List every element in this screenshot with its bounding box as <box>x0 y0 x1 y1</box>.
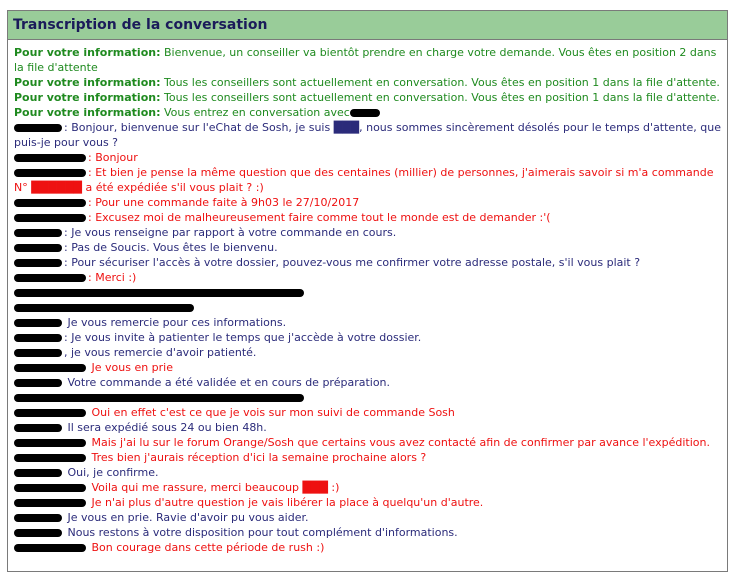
redacted-sender-name <box>14 199 86 207</box>
agent-message <box>14 330 722 345</box>
agent-message <box>14 255 722 270</box>
agent-message <box>14 225 722 240</box>
agent-message <box>14 420 722 435</box>
redacted-sender-name <box>14 499 86 507</box>
message-text: Bon courage dans cette période de rush :) <box>88 541 325 554</box>
client-message <box>14 270 722 285</box>
message-text: Nous restons à votre disposition pour tout complément d'informations. <box>64 526 458 539</box>
redacted-sender-name <box>14 529 62 537</box>
redacted-sender-name <box>14 244 62 252</box>
redacted-sender-name <box>14 544 86 552</box>
message-text: Vous entrez en conversation avec <box>163 106 350 119</box>
redacted-sender-name <box>14 469 62 477</box>
info-label: Pour votre information: <box>14 91 161 104</box>
message-text: : Je vous renseigne par rapport à votre commande en cours. <box>64 226 397 239</box>
client-message <box>14 360 722 375</box>
redacted-sender-name <box>14 229 62 237</box>
system-message <box>14 45 722 75</box>
redacted-sender-name <box>14 334 62 342</box>
redacted-sender-name <box>14 424 62 432</box>
client-message <box>14 495 722 510</box>
message-text: : Pas de Soucis. Vous êtes le bienvenu. <box>64 241 278 254</box>
redacted-sender-name <box>14 259 62 267</box>
system-message <box>14 90 722 105</box>
redacted-sender-name <box>14 484 86 492</box>
client-message <box>14 300 722 315</box>
redacted-sender-name <box>14 514 62 522</box>
redacted-sender-name <box>14 364 86 372</box>
message-text: Je n'ai plus d'autre question je vais libérer la place à quelqu'un d'autre. <box>88 496 484 509</box>
agent-message <box>14 120 722 150</box>
redacted-sender-name <box>14 409 86 417</box>
agent-message <box>14 375 722 390</box>
redacted-sender-name <box>14 274 86 282</box>
message-text: Bienvenue, un conseiller va bientôt prendre en charge votre demande. Vous êtes en position 2 dans la file d'attente <box>14 46 717 74</box>
agent-message <box>14 510 722 525</box>
message-text: : Bonjour <box>88 151 138 164</box>
transcript-panel <box>7 10 728 572</box>
agent-message <box>14 345 722 360</box>
info-label: Pour votre information: <box>14 76 161 89</box>
redacted-sender-name <box>14 214 86 222</box>
message-text: Tous les conseillers sont actuellement en conversation. Vous êtes en position 1 dans la file d'attente. <box>163 91 720 104</box>
message-text: : Je vous invite à patienter le temps que j'accède à votre dossier. <box>64 331 422 344</box>
message-text: , je vous remercie d'avoir patienté. <box>64 346 257 359</box>
message-text: Tres bien j'aurais réception d'ici la semaine prochaine alors ? <box>88 451 427 464</box>
agent-message <box>14 525 722 540</box>
message-text: Votre commande a été validée et en cours de préparation. <box>64 376 391 389</box>
message-text: : Et bien je pense la même question que des centaines (millier) de personnes, j'aimerais savoir si m'a commande N° ██████ a été expédiée s'il vous plait ? :) <box>14 166 714 194</box>
redacted-agent-name <box>350 109 380 117</box>
message-text: Je vous remercie pour ces informations. <box>64 316 287 329</box>
transcript-messages <box>8 40 727 555</box>
message-text: Il sera expédié sous 24 ou bien 48h. <box>64 421 267 434</box>
info-label: Pour votre information: <box>14 106 161 119</box>
client-message <box>14 540 722 555</box>
system-message <box>14 75 722 90</box>
redacted-sender-name <box>14 319 62 327</box>
client-message <box>14 480 722 495</box>
agent-message <box>14 390 722 405</box>
client-message <box>14 195 722 210</box>
client-message <box>14 450 722 465</box>
message-text: Tous les conseillers sont actuellement en conversation. Vous êtes en position 1 dans la file d'attente. <box>163 76 720 89</box>
redacted-sender-name <box>14 349 62 357</box>
redacted-sender-name <box>14 454 86 462</box>
message-text: : Pour sécuriser l'accès à votre dossier, pouvez-vous me confirmer votre adresse postale, s'il vous plait ? <box>64 256 641 269</box>
message-text: Voila qui me rassure, merci beaucoup ███ :) <box>88 481 340 494</box>
client-message <box>14 405 722 420</box>
client-message <box>14 435 722 450</box>
agent-message <box>14 315 722 330</box>
message-text: : Pour une commande faite à 9h03 le 27/10/2017 <box>88 196 360 209</box>
redacted-sender-name <box>14 304 194 312</box>
message-text: : Excusez moi de malheureusement faire comme tout le monde est de demander :'( <box>88 211 551 224</box>
message-text: Mais j'ai lu sur le forum Orange/Sosh que certains vous avez contacté afin de confirmer par avance l'expédition. <box>88 436 710 449</box>
redacted-sender-name <box>14 379 62 387</box>
client-message <box>14 210 722 225</box>
message-text: Oui en effet c'est ce que je vois sur mon suivi de commande Sosh <box>88 406 455 419</box>
transcript-header <box>8 11 727 40</box>
client-message <box>14 165 722 195</box>
message-text: Je vous en prie. Ravie d'avoir pu vous aider. <box>64 511 309 524</box>
agent-message <box>14 465 722 480</box>
message-text: : Bonjour, bienvenue sur l'eChat de Sosh, je suis ███, nous sommes sincèrement désolés pour le temps d'attente, que puis-je pour vous ? <box>14 121 721 149</box>
redacted-sender-name <box>14 394 304 402</box>
agent-message <box>14 240 722 255</box>
redacted-sender-name <box>14 439 86 447</box>
redacted-sender-name <box>14 124 62 132</box>
system-message <box>14 105 722 120</box>
redacted-sender-name <box>14 169 86 177</box>
redacted-sender-name <box>14 289 304 297</box>
message-text: Je vous en prie <box>88 361 174 374</box>
info-label: Pour votre information: <box>14 46 161 59</box>
transcript-title: Transcription de la conversation <box>13 17 268 33</box>
agent-message <box>14 285 722 300</box>
client-message <box>14 150 722 165</box>
message-text: : Merci :) <box>88 271 137 284</box>
redacted-sender-name <box>14 154 86 162</box>
message-text: Oui, je confirme. <box>64 466 159 479</box>
